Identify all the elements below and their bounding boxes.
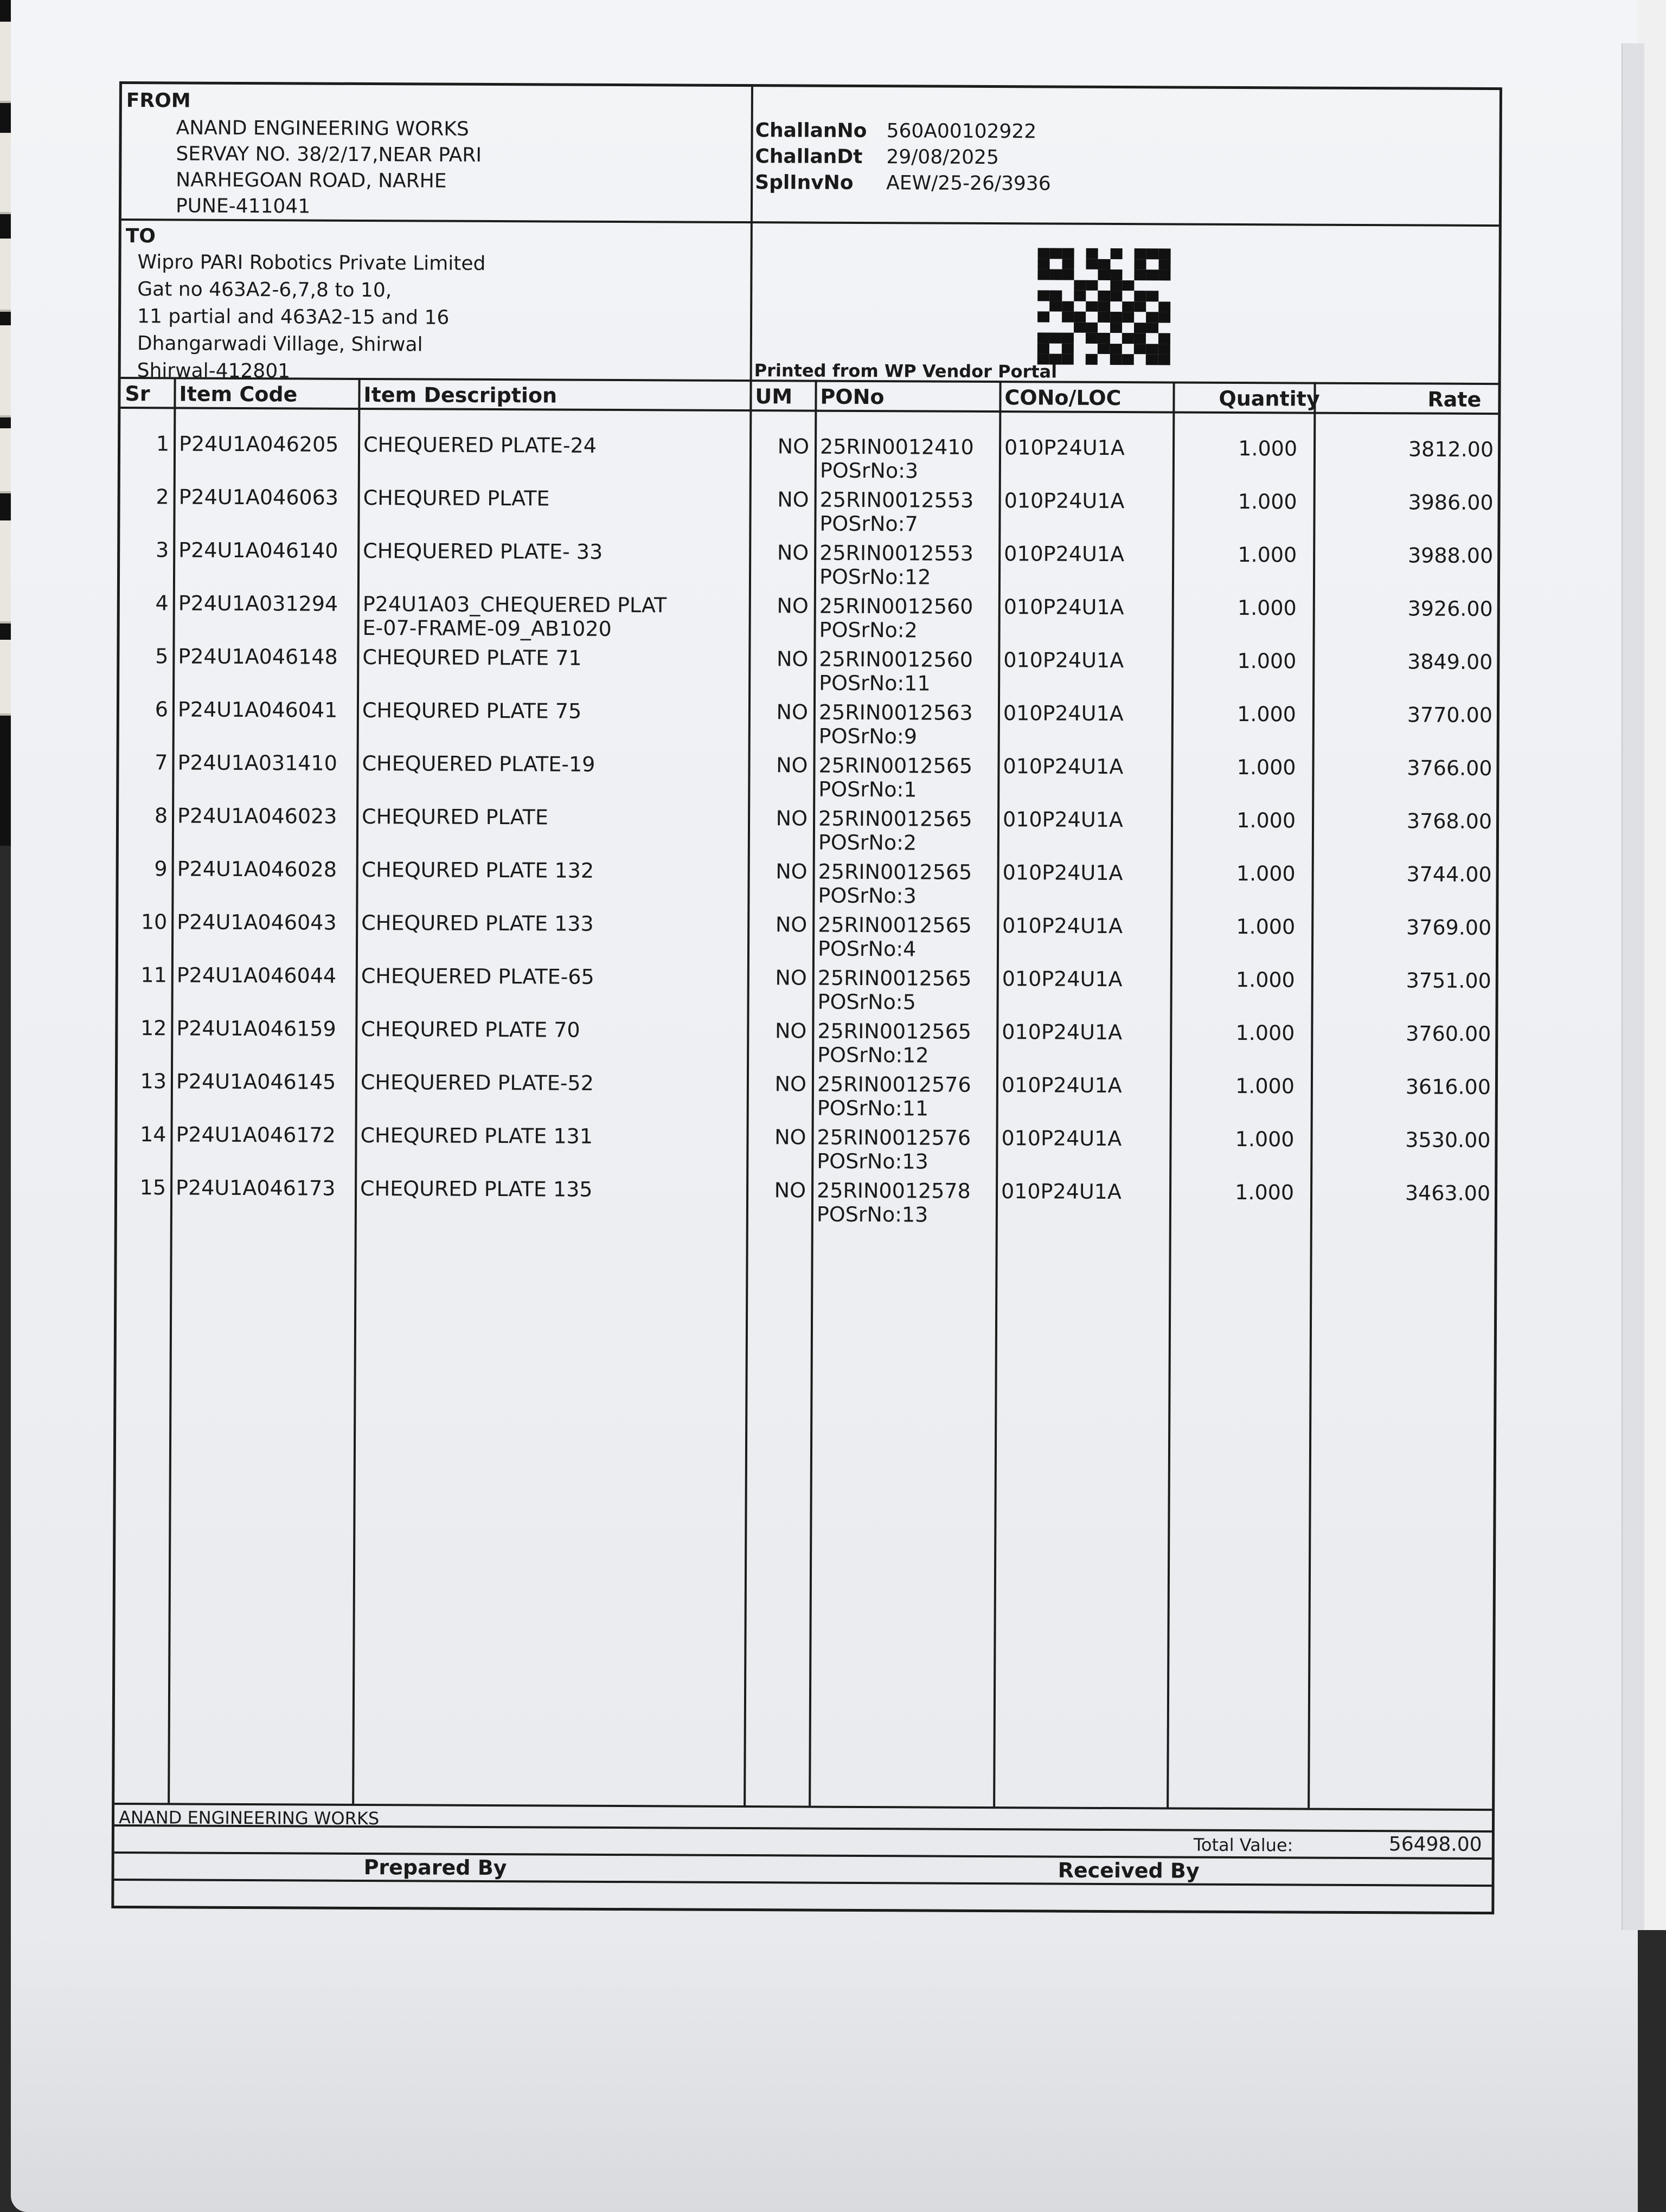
cell-rate: 3766.00 bbox=[1407, 756, 1492, 781]
rule-signature-line bbox=[114, 1879, 1492, 1887]
cell-rate: 3760.00 bbox=[1406, 1021, 1491, 1046]
cell-um: NO bbox=[774, 1072, 807, 1096]
recipient-pincode: Shirwal-412801 bbox=[137, 359, 291, 383]
sheet-stack-edge bbox=[1622, 43, 1644, 1930]
column-header-item-code: Item Code bbox=[179, 382, 298, 407]
cell-po-no: 25RIN0012565 bbox=[818, 753, 973, 778]
cell-co-loc: 010P24U1A bbox=[1004, 542, 1125, 567]
cell-rate: 3769.00 bbox=[1406, 915, 1492, 940]
cell-sr: 13 bbox=[140, 1069, 167, 1094]
cell-co-loc: 010P24U1A bbox=[1004, 488, 1125, 513]
cell-item-description: CHEQURED PLATE 135 bbox=[360, 1176, 593, 1201]
cell-rate: 3616.00 bbox=[1405, 1075, 1491, 1099]
cell-po-no: 25RIN0012553 bbox=[819, 487, 974, 512]
cell-po-no: 25RIN0012565 bbox=[818, 806, 972, 831]
cell-po-no: 25RIN0012565 bbox=[817, 966, 972, 991]
cell-quantity: 1.000 bbox=[1235, 1020, 1295, 1045]
cell-po-serial: POSrNo:13 bbox=[817, 1149, 928, 1174]
table-row bbox=[118, 1015, 1495, 1076]
cell-item-code: P24U1A046173 bbox=[176, 1175, 336, 1200]
cell-po-no: 25RIN0012578 bbox=[816, 1178, 971, 1203]
from-label: FROM bbox=[126, 89, 191, 112]
cell-item-description: CHEQURED PLATE 71 bbox=[362, 645, 582, 670]
cell-rate: 3926.00 bbox=[1407, 596, 1493, 621]
cell-sr: 3 bbox=[155, 538, 169, 562]
cell-item-description: CHEQUERED PLATE-65 bbox=[361, 963, 594, 989]
cell-item-code: P24U1A031410 bbox=[177, 750, 337, 775]
cell-po-no: 25RIN0012410 bbox=[819, 434, 974, 459]
cell-um: NO bbox=[774, 1019, 807, 1043]
cell-item-code: P24U1A046041 bbox=[177, 697, 338, 722]
sheet-shadow bbox=[11, 1930, 1638, 2212]
cell-sr: 2 bbox=[156, 485, 169, 509]
cell-item-code: P24U1A046044 bbox=[176, 963, 337, 988]
cell-item-description: CHEQUERED PLATE- 33 bbox=[363, 538, 603, 564]
cell-po-no: 25RIN0012565 bbox=[818, 912, 972, 937]
cell-po-serial: POSrNo:4 bbox=[817, 936, 917, 961]
table-row bbox=[117, 1122, 1495, 1182]
column-header-um: UM bbox=[755, 384, 793, 409]
cell-item-code: P24U1A031294 bbox=[178, 591, 338, 616]
column-header-sr: Sr bbox=[125, 382, 150, 406]
cell-co-loc: 010P24U1A bbox=[1003, 595, 1124, 620]
cell-um: NO bbox=[775, 966, 807, 990]
cell-item-code: P24U1A046172 bbox=[176, 1122, 336, 1147]
cell-co-loc: 010P24U1A bbox=[1002, 914, 1123, 938]
cell-item-code: P24U1A046205 bbox=[178, 432, 339, 456]
cell-um: NO bbox=[777, 434, 810, 459]
sender-address-line: SERVAY NO. 38/2/17,NEAR PARI bbox=[176, 143, 482, 166]
cell-sr: 11 bbox=[140, 963, 167, 987]
spl-inv-label: SplInvNo bbox=[755, 171, 854, 194]
cell-co-loc: 010P24U1A bbox=[1001, 1126, 1122, 1151]
cell-um: NO bbox=[776, 806, 808, 831]
cell-po-serial: POSrNo:11 bbox=[817, 1096, 929, 1121]
cell-um: NO bbox=[776, 753, 808, 777]
sender-name: ANAND ENGINEERING WORKS bbox=[176, 117, 469, 140]
recipient-address-line: Dhangarwadi Village, Shirwal bbox=[137, 332, 423, 356]
cell-sr: 1 bbox=[156, 432, 170, 456]
cell-item-description: P24U1A03_CHEQUERED PLAT bbox=[362, 591, 667, 618]
cell-rate: 3849.00 bbox=[1407, 650, 1493, 674]
cell-po-no: 25RIN0012576 bbox=[817, 1125, 971, 1150]
cell-item-description: CHEQURED PLATE 70 bbox=[361, 1017, 580, 1042]
cell-item-description: CHEQURED PLATE 133 bbox=[361, 910, 594, 936]
cell-quantity: 1.000 bbox=[1238, 490, 1297, 514]
cell-po-serial: POSrNo:9 bbox=[818, 724, 918, 749]
column-header-co-no-loc: CONo/LOC bbox=[1004, 385, 1122, 410]
cell-rate: 3768.00 bbox=[1406, 809, 1492, 834]
cell-po-serial: POSrNo:5 bbox=[817, 989, 916, 1014]
spl-inv-value: AEW/25-26/3936 bbox=[886, 172, 1051, 195]
cell-quantity: 1.000 bbox=[1236, 861, 1296, 886]
cell-co-loc: 010P24U1A bbox=[1002, 1020, 1123, 1045]
cell-rate: 3530.00 bbox=[1405, 1128, 1491, 1153]
table-row bbox=[120, 484, 1497, 544]
sender-pincode: PUNE-411041 bbox=[175, 195, 311, 218]
sender-address-line: NARHEGOAN ROAD, NARHE bbox=[176, 169, 447, 192]
cell-co-loc: 010P24U1A bbox=[1003, 701, 1124, 726]
cell-sr: 7 bbox=[155, 750, 168, 775]
cell-item-description: CHEQUERED PLATE-19 bbox=[362, 751, 595, 776]
cell-po-no: 25RIN0012560 bbox=[819, 647, 973, 672]
cell-um: NO bbox=[775, 912, 808, 937]
cell-quantity: 1.000 bbox=[1235, 1180, 1295, 1205]
cell-item-code: P24U1A046159 bbox=[176, 1016, 336, 1041]
column-header-quantity: Quantity bbox=[1219, 386, 1320, 411]
cell-co-loc: 010P24U1A bbox=[1001, 1073, 1122, 1098]
cell-quantity: 1.000 bbox=[1236, 755, 1296, 780]
cell-sr: 5 bbox=[155, 644, 169, 668]
cell-po-serial: POSrNo:1 bbox=[818, 777, 917, 802]
rule-header-split bbox=[749, 87, 753, 409]
table-row bbox=[117, 1175, 1495, 1235]
table-row bbox=[120, 537, 1497, 597]
delivery-challan bbox=[111, 81, 1502, 1914]
cell-um: NO bbox=[776, 647, 809, 671]
table-row bbox=[119, 590, 1497, 651]
cell-sr: 10 bbox=[140, 910, 168, 934]
cell-po-serial: POSrNo:12 bbox=[819, 564, 931, 589]
cell-item-code: P24U1A046148 bbox=[178, 644, 338, 669]
cell-item-code: P24U1A046043 bbox=[177, 910, 337, 935]
challan-date-label: ChallanDt bbox=[755, 145, 863, 168]
column-header-po-no: PONo bbox=[820, 384, 885, 409]
cell-item-description: CHEQUERED PLATE-24 bbox=[363, 432, 597, 458]
cell-um: NO bbox=[776, 700, 809, 724]
cell-sr: 8 bbox=[154, 803, 168, 828]
cell-po-no: 25RIN0012563 bbox=[818, 700, 973, 725]
cell-item-code: P24U1A046063 bbox=[178, 485, 339, 510]
table-row bbox=[118, 962, 1495, 1023]
cell-item-code: P24U1A046023 bbox=[177, 803, 337, 828]
cell-co-loc: 010P24U1A bbox=[1003, 754, 1124, 779]
cell-po-serial: POSrNo:3 bbox=[819, 458, 919, 483]
cell-po-no: 25RIN0012576 bbox=[817, 1072, 971, 1097]
qr-code bbox=[1037, 248, 1171, 365]
cell-um: NO bbox=[777, 541, 809, 565]
cell-item-description: CHEQURED PLATE bbox=[361, 804, 549, 829]
table-row bbox=[120, 431, 1498, 491]
received-by-label: Received By bbox=[1058, 1858, 1200, 1883]
cell-rate: 3988.00 bbox=[1407, 543, 1494, 568]
cell-co-loc: 010P24U1A bbox=[1002, 967, 1123, 992]
cell-po-serial: POSrNo:11 bbox=[819, 671, 931, 696]
cell-po-no: 25RIN0012565 bbox=[818, 859, 972, 884]
cell-po-no: 25RIN0012560 bbox=[819, 594, 973, 619]
cell-item-description: CHEQURED PLATE 75 bbox=[362, 698, 582, 723]
column-header-item-description: Item Description bbox=[363, 382, 558, 408]
cell-rate: 3770.00 bbox=[1407, 703, 1493, 728]
challan-no-value: 560A00102922 bbox=[886, 120, 1037, 143]
cell-item-code: P24U1A046145 bbox=[176, 1069, 336, 1094]
cell-po-serial: POSrNo:3 bbox=[818, 883, 917, 908]
cell-po-no: 25RIN0012553 bbox=[819, 541, 973, 565]
challan-date-value: 29/08/2025 bbox=[886, 146, 999, 169]
cell-quantity: 1.000 bbox=[1236, 915, 1296, 939]
total-value-amount: 56498.00 bbox=[1388, 1833, 1482, 1856]
cell-item-description: CHEQUERED PLATE-52 bbox=[360, 1070, 594, 1095]
total-value-label: Total Value: bbox=[1193, 1834, 1293, 1856]
cell-um: NO bbox=[777, 594, 809, 618]
cell-item-code: P24U1A046140 bbox=[178, 538, 338, 563]
cell-rate: 3812.00 bbox=[1408, 437, 1494, 462]
cell-item-description: CHEQURED PLATE bbox=[363, 485, 550, 511]
cell-quantity: 1.000 bbox=[1235, 1127, 1295, 1152]
cell-rate: 3986.00 bbox=[1408, 490, 1494, 515]
cell-po-serial: POSrNo:12 bbox=[817, 1043, 929, 1068]
table-row bbox=[119, 803, 1496, 863]
cell-quantity: 1.000 bbox=[1238, 436, 1298, 461]
cell-quantity: 1.000 bbox=[1235, 968, 1295, 992]
cell-um: NO bbox=[777, 487, 809, 512]
cell-quantity: 1.000 bbox=[1238, 543, 1297, 567]
table-row bbox=[118, 909, 1496, 969]
cell-um: NO bbox=[776, 859, 808, 884]
footer-company-name: ANAND ENGINEERING WORKS bbox=[118, 1807, 380, 1829]
cell-po-serial: POSrNo:2 bbox=[819, 618, 918, 642]
cell-sr: 6 bbox=[155, 697, 169, 722]
recipient-address-line: Gat no 463A2-6,7,8 to 10, bbox=[137, 278, 392, 302]
cell-item-description: CHEQURED PLATE 132 bbox=[361, 857, 594, 883]
cell-rate: 3751.00 bbox=[1406, 968, 1491, 993]
cell-co-loc: 010P24U1A bbox=[1002, 860, 1123, 885]
recipient-address-line: 11 partial and 463A2-15 and 16 bbox=[137, 305, 450, 329]
cell-po-serial: POSrNo:2 bbox=[818, 830, 917, 855]
cell-sr: 4 bbox=[155, 591, 169, 615]
cell-co-loc: 010P24U1A bbox=[1002, 807, 1123, 832]
cell-quantity: 1.000 bbox=[1235, 1073, 1295, 1098]
column-header-rate: Rate bbox=[1427, 387, 1482, 411]
cell-item-description: CHEQURED PLATE 131 bbox=[360, 1123, 593, 1148]
cell-sr: 15 bbox=[139, 1175, 166, 1200]
cell-co-loc: 010P24U1A bbox=[1003, 648, 1124, 673]
table-row bbox=[119, 750, 1496, 810]
table-row bbox=[118, 856, 1496, 916]
cell-po-no: 25RIN0012565 bbox=[817, 1019, 972, 1044]
cell-sr: 14 bbox=[140, 1122, 166, 1147]
rule-header-divider bbox=[121, 218, 1499, 227]
challan-no-label: ChallanNo bbox=[755, 119, 867, 143]
cell-co-loc: 010P24U1A bbox=[1001, 1179, 1122, 1204]
table-row bbox=[119, 697, 1497, 757]
cell-rate: 3744.00 bbox=[1406, 862, 1492, 887]
cell-item-code: P24U1A046028 bbox=[177, 857, 337, 882]
table-row bbox=[118, 1069, 1495, 1129]
recipient-name: Wipro PARI Robotics Private Limited bbox=[137, 251, 486, 275]
table-row bbox=[119, 644, 1497, 704]
cell-item-description-continued: E-07-FRAME-09_AB1020 bbox=[362, 615, 612, 641]
cell-quantity: 1.000 bbox=[1237, 702, 1297, 726]
cell-quantity: 1.000 bbox=[1237, 649, 1297, 673]
cell-sr: 12 bbox=[140, 1016, 167, 1040]
cell-um: NO bbox=[774, 1125, 806, 1149]
cell-po-serial: POSrNo:13 bbox=[816, 1202, 928, 1227]
to-label: TO bbox=[125, 225, 156, 248]
cell-quantity: 1.000 bbox=[1236, 808, 1296, 833]
cell-co-loc: 010P24U1A bbox=[1004, 435, 1125, 460]
cell-quantity: 1.000 bbox=[1237, 596, 1297, 620]
cell-po-serial: POSrNo:7 bbox=[819, 511, 918, 536]
vendor-portal-note: Printed from WP Vendor Portal bbox=[754, 360, 1058, 382]
cell-sr: 9 bbox=[154, 857, 168, 881]
cell-rate: 3463.00 bbox=[1405, 1181, 1491, 1206]
cell-um: NO bbox=[774, 1178, 806, 1203]
prepared-by-label: Prepared By bbox=[363, 1855, 507, 1880]
